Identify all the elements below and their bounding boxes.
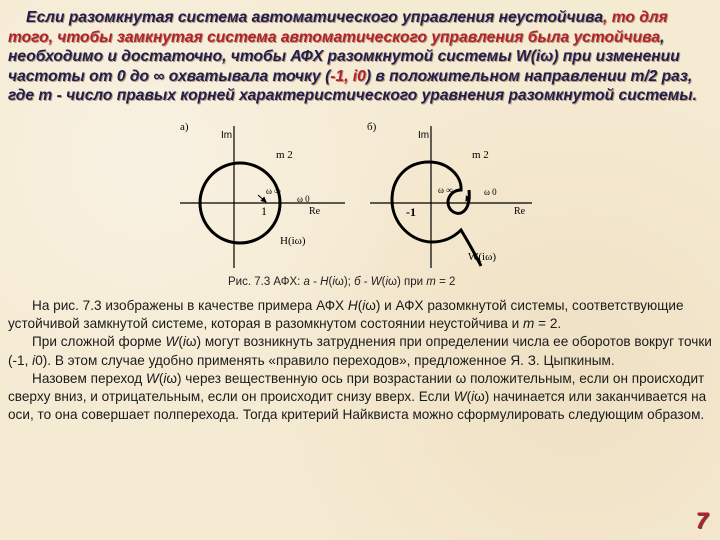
p3-w2: W: [453, 389, 467, 405]
panel-a-m-label: m 2: [276, 149, 293, 161]
panel-b-re-label: Re: [514, 206, 526, 217]
caption-text: (: [381, 276, 386, 288]
p2-w: W: [165, 334, 179, 350]
title-part-1: Если разомкнутая система автоматического управления неустойчива: [26, 9, 604, 26]
panel-a-curve-label: H(iω): [280, 235, 306, 247]
panel-a: [180, 121, 345, 268]
caption-text: -: [309, 276, 321, 288]
page-number: 7: [695, 508, 708, 533]
p1-text: На рис. 7.3 изображены в качестве примера АФХ: [32, 298, 348, 313]
p1-text: = 2.: [534, 316, 562, 332]
p2-i0: i: [32, 352, 36, 368]
caption-text: ω);: [334, 276, 355, 288]
p2-text: 0). В этом случае удобно применять «правило переходов», предложенное Я. З. Цыпкиным.: [35, 352, 615, 368]
panel-a-arrow: [258, 195, 266, 202]
caption-a: а: [303, 276, 310, 288]
panel-a-omega-inf: ω ∞: [266, 186, 281, 196]
title-part-2: , то для того, чтобы замкнутая система автоматического управления была устойчива: [8, 9, 668, 46]
paragraph-1: [8, 297, 712, 333]
caption-h: H: [320, 276, 329, 288]
p2-text: (: [178, 334, 183, 350]
panel-a-im-label: Im: [221, 130, 233, 141]
caption-text: -: [360, 276, 371, 288]
title-part-4: ) в положительном направлении m/2 раз, где m - число правых корней характеристического уравнения разомкнутой системы.: [8, 67, 697, 104]
paragraph-3: [8, 370, 712, 425]
caption-text: Рис. 7.3 АФХ:: [228, 276, 304, 288]
caption-b: б: [354, 276, 361, 288]
title-point: -1, i0: [330, 67, 366, 85]
panel-b: [367, 121, 532, 268]
afh-diagram: [170, 118, 550, 278]
afh-figure: [170, 118, 550, 278]
panel-b-omega-inf: ω ∞: [438, 185, 453, 195]
caption-i: i: [332, 276, 335, 288]
p3-text: ω) начинается или заканчивается на оси, то она совершает полперехода. Тогда критерий Найквиста можно сформулировать следующим образом.: [8, 389, 707, 423]
p1-text: (: [357, 298, 363, 313]
p2-i: i: [182, 334, 186, 350]
panel-b-im-label: Im: [418, 130, 430, 141]
caption-text: ω) при: [388, 276, 427, 288]
panel-b-minus-one: -1: [406, 205, 416, 219]
panel-b-label: б): [367, 121, 377, 133]
p1-i: i: [362, 298, 366, 313]
p1-h: H: [347, 298, 358, 313]
p3-text: Назовем переход: [32, 370, 146, 386]
p1-text: ω) и АФХ разомкнутой системы, соответствующие устойчивой замкнутой системе, которая в разомкнутом состоянии неустойчива и: [8, 298, 684, 332]
panel-a-label: а): [180, 121, 189, 133]
caption-m: m: [426, 276, 436, 288]
paragraph-2: [8, 333, 712, 369]
p3-i: i: [163, 370, 167, 386]
p2-text: При сложной форме: [32, 334, 166, 350]
caption-text: (: [328, 276, 333, 288]
panel-b-omega-zero: ω 0: [484, 187, 497, 197]
p3-text: (: [466, 389, 472, 405]
p1-m: m: [523, 316, 535, 332]
caption-w: W: [370, 276, 382, 288]
p3-i2: i: [471, 389, 475, 405]
title-part-3: , необходимо и достаточно, чтобы АФХ разомкнутой системы W(iω) при изменении частоты от 0 до ∞ охватывала точку (: [8, 28, 680, 85]
panel-b-m-label: m 2: [472, 149, 489, 161]
caption-i: i: [385, 276, 389, 288]
panel-a-minus-one: 1: [261, 204, 267, 218]
slide-title: [8, 8, 712, 106]
p3-text: ω) через вещественную ось при возрастании ω положительным, если он происходит сверху вниз, и отрицательным, если он происходит снизу вверх. Если: [8, 370, 705, 405]
p3-w: W: [145, 370, 159, 386]
p2-text: ω) могут возникнуть затруднения при определении числа ее оборотов вокруг точки (-1,: [8, 334, 712, 368]
p3-text: (: [158, 370, 164, 386]
panel-a-omega-zero: ω 0: [297, 194, 310, 204]
caption-text: = 2: [435, 276, 456, 288]
figure-caption: [228, 276, 548, 288]
panel-b-curve-label: W(iω): [468, 251, 497, 263]
body-text: [8, 297, 712, 424]
panel-a-re-label: Re: [309, 206, 321, 217]
